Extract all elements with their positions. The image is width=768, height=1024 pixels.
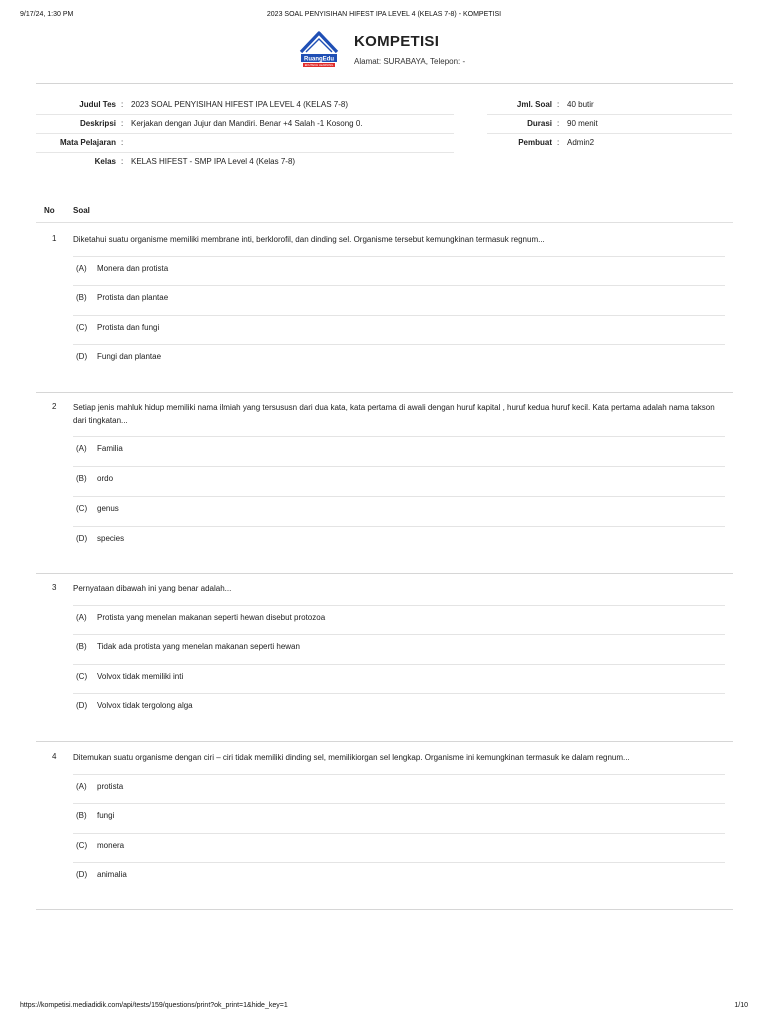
option-text: ordo bbox=[97, 474, 114, 483]
info-label: Mata Pelajaran bbox=[59, 138, 116, 147]
logo-subtext: EDUTECH LEARNING bbox=[304, 63, 334, 68]
option-a bbox=[73, 774, 725, 804]
info-label: Deskripsi bbox=[79, 119, 116, 128]
info-separator: : bbox=[121, 157, 124, 166]
info-row-durasi bbox=[487, 114, 732, 134]
option-a bbox=[73, 605, 725, 635]
print-header bbox=[20, 11, 748, 23]
option-key: (C) bbox=[76, 672, 88, 681]
info-value: 40 butir bbox=[567, 100, 594, 109]
option-text: Fungi dan plantae bbox=[97, 352, 162, 361]
question-number: 3 bbox=[52, 583, 57, 592]
question-divider bbox=[36, 573, 733, 574]
info-value: Kerjakan dengan Jujur dan Mandiri. Benar +4 Salah -1 Kosong 0. bbox=[131, 119, 363, 128]
print-title: 2023 SOAL PENYISIHAN HIFEST IPA LEVEL 4 (KELAS 7-8) - KOMPETISI bbox=[266, 11, 502, 18]
header-divider bbox=[36, 83, 733, 84]
option-b bbox=[73, 634, 725, 664]
print-timestamp: 9/17/24, 1:30 PM bbox=[20, 11, 74, 18]
option-text: Familia bbox=[97, 444, 123, 453]
info-separator: : bbox=[121, 119, 124, 128]
option-key: (C) bbox=[76, 504, 88, 513]
option-d bbox=[73, 344, 725, 374]
brand-name: KOMPETISI bbox=[354, 33, 440, 50]
info-row-mata-pelajaran bbox=[36, 133, 454, 153]
option-key: (B) bbox=[76, 293, 87, 302]
logo-text: RuangEdu bbox=[304, 56, 334, 63]
option-key: (D) bbox=[76, 534, 88, 543]
option-a bbox=[73, 436, 725, 466]
info-label: Durasi bbox=[527, 119, 552, 128]
info-value: 2023 SOAL PENYISIHAN HIFEST IPA LEVEL 4 (KELAS 7-8) bbox=[131, 100, 348, 109]
option-key: (B) bbox=[76, 811, 87, 820]
question-divider bbox=[36, 392, 733, 393]
question-text: Pernyataan dibawah ini yang benar adalah... bbox=[73, 584, 232, 593]
option-b bbox=[73, 285, 725, 315]
info-separator: : bbox=[121, 138, 124, 147]
info-label: Kelas bbox=[94, 157, 116, 166]
info-separator: : bbox=[557, 100, 560, 109]
question-number: 1 bbox=[52, 234, 57, 243]
option-key: (D) bbox=[76, 701, 88, 710]
column-header-no: No bbox=[44, 206, 55, 215]
question-text: Setiap jenis mahluk hidup memiliki nama ilmiah yang tersususn dari dua kata, kata pertama di awali dengan huruf kapital , huruf kedua huruf kecil. Kata pertama adalah nama takson dari tingkatan... bbox=[73, 403, 715, 425]
info-row-deskripsi bbox=[36, 114, 454, 134]
option-text: Monera dan protista bbox=[97, 264, 169, 273]
info-value: Admin2 bbox=[567, 138, 595, 147]
info-separator: : bbox=[121, 100, 124, 109]
question-divider bbox=[36, 741, 733, 742]
info-separator: : bbox=[557, 119, 560, 128]
info-label: Jml. Soal bbox=[516, 100, 552, 109]
option-key: (A) bbox=[76, 782, 87, 791]
option-text: fungi bbox=[97, 811, 115, 820]
option-text: genus bbox=[97, 504, 119, 513]
option-key: (B) bbox=[76, 474, 87, 483]
option-key: (A) bbox=[76, 613, 87, 622]
option-text: Protista dan fungi bbox=[97, 323, 160, 332]
table-header-divider bbox=[36, 222, 733, 223]
option-text: species bbox=[97, 534, 125, 543]
option-key: (A) bbox=[76, 264, 87, 273]
print-url: https://kompetisi.mediadidik.com/api/tests/159/questions/print?ok_print=1&hide_key=1 bbox=[20, 1002, 288, 1009]
info-separator: : bbox=[557, 138, 560, 147]
option-text: protista bbox=[97, 782, 124, 791]
option-text: Protista dan plantae bbox=[97, 293, 169, 302]
info-row-jml-soal bbox=[487, 95, 732, 115]
option-c bbox=[73, 833, 725, 863]
option-d bbox=[73, 693, 725, 723]
brand-address: Alamat: SURABAYA, Telepon: - bbox=[354, 57, 466, 66]
option-key: (A) bbox=[76, 444, 87, 453]
option-key: (C) bbox=[76, 841, 88, 850]
info-label: Pembuat bbox=[518, 138, 552, 147]
info-row-pembuat bbox=[487, 133, 732, 152]
option-b bbox=[73, 466, 725, 496]
logo-icon bbox=[297, 30, 341, 70]
option-key: (B) bbox=[76, 642, 87, 651]
question-text: Ditemukan suatu organisme dengan ciri – ciri tidak memiliki dinding sel, memilikiorgan sel lengkap. Organisme ini kemungkinan termasuk ke dalam regnum... bbox=[73, 753, 630, 762]
option-text: Protista yang menelan makanan seperti hewan disebut protozoa bbox=[97, 613, 326, 622]
option-key: (C) bbox=[76, 323, 88, 332]
option-text: Tidak ada protista yang menelan makanan seperti hewan bbox=[97, 642, 300, 651]
question-divider bbox=[36, 909, 733, 910]
option-c bbox=[73, 496, 725, 526]
question-text: Diketahui suatu organisme memiliki membrane inti, berklorofil, dan dinding sel. Organisme tersebut kemungkinan termasuk regnum... bbox=[73, 235, 545, 244]
option-key: (D) bbox=[76, 352, 88, 361]
option-text: Volvox tidak tergolong alga bbox=[97, 701, 193, 710]
option-text: animalia bbox=[97, 870, 127, 879]
option-c bbox=[73, 315, 725, 345]
info-row-judul bbox=[36, 95, 454, 115]
option-b bbox=[73, 803, 725, 833]
option-c bbox=[73, 664, 725, 694]
info-value: 90 menit bbox=[567, 119, 598, 128]
option-a bbox=[73, 256, 725, 286]
page-number: 1/10 bbox=[734, 1002, 748, 1009]
print-footer bbox=[20, 1002, 748, 1014]
question-number: 2 bbox=[52, 402, 57, 411]
info-label: Judul Tes bbox=[79, 100, 116, 109]
option-key: (D) bbox=[76, 870, 88, 879]
option-text: monera bbox=[97, 841, 125, 850]
option-text: Volvox tidak memiliki inti bbox=[97, 672, 184, 681]
column-header-soal: Soal bbox=[73, 206, 90, 215]
question-number: 4 bbox=[52, 752, 57, 761]
info-row-kelas bbox=[36, 152, 454, 171]
info-value: KELAS HIFEST - SMP IPA Level 4 (Kelas 7-8) bbox=[131, 157, 296, 166]
option-d bbox=[73, 526, 725, 556]
option-d bbox=[73, 862, 725, 892]
